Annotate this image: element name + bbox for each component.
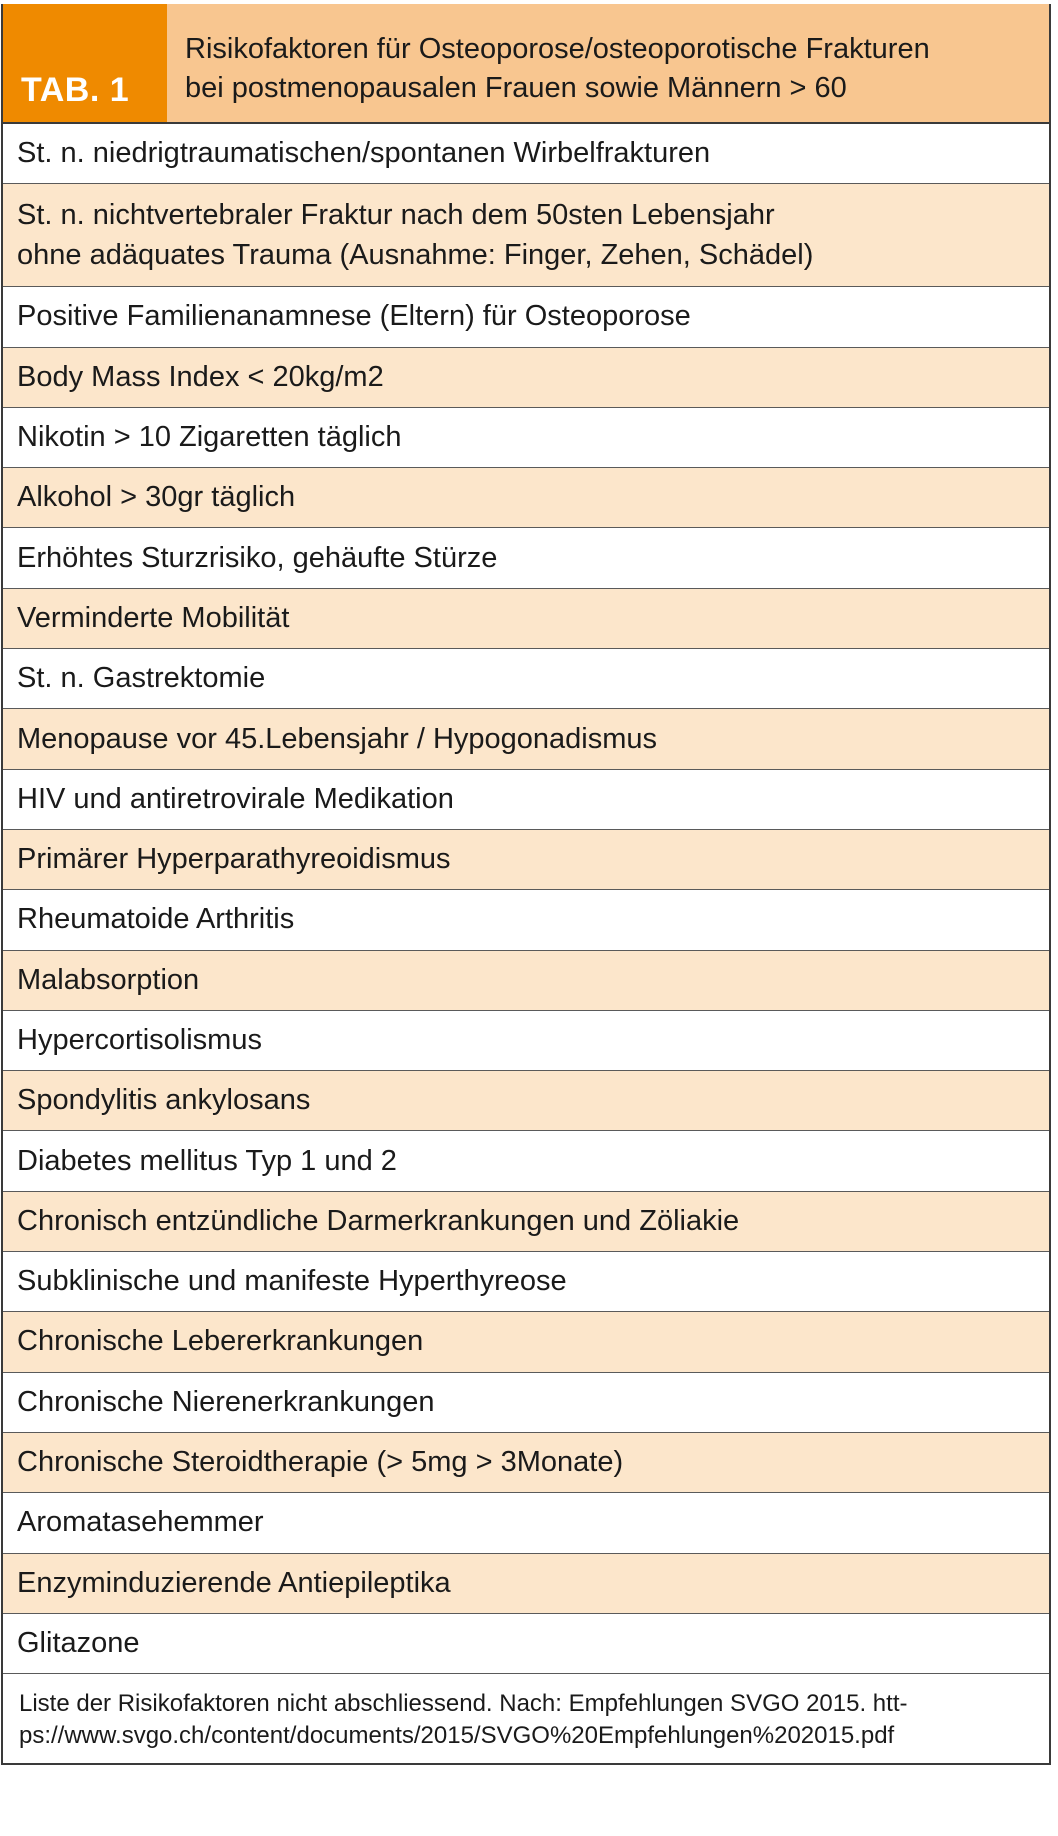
row-text-line: HIV und antiretrovirale Medikation — [17, 782, 454, 815]
row-text — [17, 964, 199, 997]
row-text — [17, 195, 813, 275]
row-text-line: St. n. niedrigtraumatischen/spontanen Wirbelfrakturen — [17, 137, 711, 170]
row-text — [17, 1084, 310, 1117]
table-row — [3, 468, 1049, 528]
row-text-line: Chronische Lebererkrankungen — [17, 1325, 424, 1358]
row-text-line: Glitazone — [17, 1626, 140, 1659]
row-text-line: Positive Familienanamnese (Eltern) für Osteoporose — [17, 300, 691, 333]
row-text — [17, 783, 454, 816]
footnote-line-2: ps://www.svgo.ch/content/documents/2015/SVGO%20Empfehlungen%202015.pdf — [19, 1722, 895, 1750]
row-text-line: Verminderte Mobilität — [17, 601, 290, 634]
row-text — [17, 1446, 623, 1479]
row-text-line: Aromatasehemmer — [17, 1506, 264, 1539]
row-text — [17, 1205, 739, 1238]
row-text-line: Alkohol > 30gr täglich — [17, 481, 296, 514]
table-row — [3, 348, 1049, 408]
row-text — [17, 602, 289, 635]
row-text — [17, 361, 384, 394]
row-text — [17, 1567, 451, 1600]
row-text — [17, 1386, 435, 1419]
table-row — [3, 1373, 1049, 1433]
row-text-line: St. n. Gastrektomie — [17, 662, 266, 695]
row-text-line: Chronische Nierenerkrankungen — [17, 1385, 435, 1418]
row-text — [17, 1024, 262, 1057]
row-text — [17, 1506, 264, 1539]
table-header — [3, 4, 1049, 124]
risk-factor-table — [1, 4, 1051, 1765]
table-row — [3, 1493, 1049, 1553]
row-text-line: Hypercortisolismus — [17, 1024, 262, 1056]
row-text-line: Subklinische und manifeste Hyperthyreose — [17, 1265, 567, 1298]
row-text-line: Enzyminduzierende Antiepileptika — [17, 1566, 451, 1599]
table-row — [3, 184, 1049, 287]
row-text — [17, 1145, 397, 1178]
table-row — [3, 770, 1049, 830]
table-row — [3, 408, 1049, 468]
table-row — [3, 1312, 1049, 1372]
row-text — [17, 1325, 423, 1358]
row-text-line: Body Mass Index < 20kg/m2 — [17, 360, 384, 393]
table-row — [3, 830, 1049, 890]
table-body — [3, 124, 1049, 1674]
row-text — [17, 137, 710, 170]
table-footnote — [3, 1674, 1049, 1763]
row-text-line: Chronisch entzündliche Darmerkrankungen und Zöliakie — [17, 1204, 740, 1237]
table-row — [3, 1071, 1049, 1131]
row-text — [17, 481, 295, 514]
table-row — [3, 1554, 1049, 1614]
table-row — [3, 124, 1049, 184]
row-text — [17, 662, 265, 695]
table-row — [3, 1433, 1049, 1493]
row-text-line: Chronische Steroidtherapie (> 5mg > 3Monate) — [17, 1446, 624, 1479]
row-text — [17, 1627, 140, 1660]
row-text — [17, 300, 691, 333]
row-text — [17, 421, 401, 454]
row-text — [17, 542, 497, 575]
table-number-label: TAB. 1 — [3, 4, 167, 122]
row-text — [17, 903, 294, 936]
row-text — [17, 723, 657, 756]
table-row — [3, 287, 1049, 347]
table-row — [3, 951, 1049, 1011]
row-text-line: Rheumatoide Arthritis — [17, 903, 295, 936]
row-text-line: Nikotin > 10 Zigaretten täglich — [17, 421, 402, 454]
row-text-line: Primärer Hyperparathyreoidismus — [17, 843, 451, 876]
row-text — [17, 843, 451, 876]
table-row — [3, 1252, 1049, 1312]
row-text-line: Menopause vor 45.Lebensjahr / Hypogonadismus — [17, 722, 658, 755]
table-row — [3, 1614, 1049, 1674]
row-text-line: Erhöhtes Sturzrisiko, gehäufte Stürze — [17, 541, 498, 574]
table-title — [167, 4, 1049, 122]
row-text-line: Spondylitis ankylosans — [17, 1084, 311, 1117]
table-row — [3, 589, 1049, 649]
row-text — [17, 1265, 567, 1298]
table-row — [3, 528, 1049, 588]
row-text-line: ohne adäquates Trauma (Ausnahme: Finger, Zehen, Schädel) — [17, 239, 814, 272]
table-row — [3, 1131, 1049, 1191]
table-row — [3, 1011, 1049, 1071]
footnote-line-1: Liste der Risikofaktoren nicht abschliessend. Nach: Empfehlungen SVGO 2015. htt- — [19, 1690, 908, 1718]
table-row — [3, 649, 1049, 709]
table-title-line-1: Risikofaktoren für Osteoporose/osteoporotische Frakturen — [185, 33, 930, 65]
table-row — [3, 709, 1049, 769]
row-text-line: Diabetes mellitus Typ 1 und 2 — [17, 1144, 397, 1177]
row-text-line: Malabsorption — [17, 963, 200, 996]
table-row — [3, 890, 1049, 950]
table-title-line-2: bei postmenopausalen Frauen sowie Männern > 60 — [185, 72, 847, 104]
table-row — [3, 1192, 1049, 1252]
row-text-line: St. n. nichtvertebraler Fraktur nach dem 50sten Lebensjahr — [17, 199, 775, 232]
